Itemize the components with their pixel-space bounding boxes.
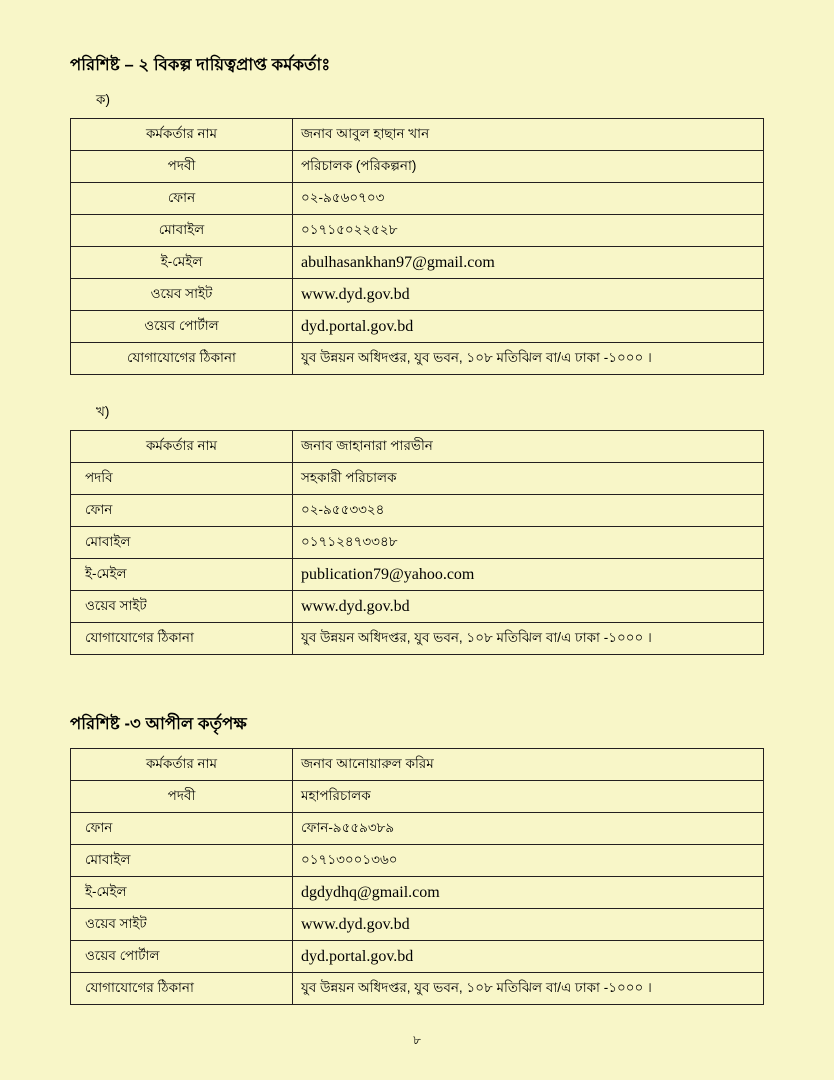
section-heading-appendix-3: পরিশিষ্ট -৩ আপীল কর্তৃপক্ষ [70, 715, 247, 733]
row-value: ০২-৯৫৬০৭০৩ [293, 183, 764, 215]
table-row [71, 591, 764, 623]
row-value: মহাপরিচালক [293, 781, 764, 813]
row-value: publication79@yahoo.com [293, 559, 764, 591]
row-value: ০১৭১৫০২২৫২৮ [293, 215, 764, 247]
row-label: কর্মকর্তার নাম [71, 749, 293, 781]
table-row [71, 151, 764, 183]
row-label: কর্মকর্তার নাম [71, 119, 293, 151]
table-row [71, 495, 764, 527]
table-row [71, 279, 764, 311]
table-row [71, 909, 764, 941]
row-label: পদবী [71, 781, 293, 813]
table-row [71, 623, 764, 655]
row-label: ই-মেইল [71, 247, 293, 279]
row-value: যুব উন্নয়ন অধিদপ্তর, যুব ভবন, ১০৮ মতিঝিল বা/এ ঢাকা -১০০০ । [293, 343, 764, 375]
section-spacer [70, 655, 764, 711]
table-row [71, 877, 764, 909]
row-label: মোবাইল [71, 845, 293, 877]
row-label: ওয়েব সাইট [71, 279, 293, 311]
contact-table-appeal-authority [70, 748, 764, 1005]
table-row [71, 431, 764, 463]
row-label: ফোন [71, 183, 293, 215]
row-value: জনাব জাহানারা পারভীন [293, 431, 764, 463]
row-label: ফোন [71, 813, 293, 845]
table-row [71, 311, 764, 343]
table-row [71, 973, 764, 1005]
contact-table-alternate-officer-b [70, 430, 764, 655]
row-value: ০১৭১৩০০১৩৬০ [293, 845, 764, 877]
row-value: জনাব আনোয়ারুল করিম [293, 749, 764, 781]
table-row [71, 845, 764, 877]
table-row [71, 119, 764, 151]
section-heading-appendix-2: পরিশিষ্ট – ২ বিকল্প দায়িত্বপ্রাপ্ত কর্মকর্তাঃ [70, 56, 331, 74]
contact-table-alternate-officer-a [70, 118, 764, 375]
row-value: ফোন-৯৫৫৯৩৮৯ [293, 813, 764, 845]
row-value: ০২-৯৫৫৩৩২৪ [293, 495, 764, 527]
page-number: ৮ [413, 1033, 421, 1047]
row-value: যুব উন্নয়ন অধিদপ্তর, যুব ভবন, ১০৮ মতিঝিল বা/এ ঢাকা -১০০০ । [293, 623, 764, 655]
row-label: মোবাইল [71, 215, 293, 247]
row-value: www.dyd.gov.bd [293, 279, 764, 311]
row-value: dyd.portal.gov.bd [293, 311, 764, 343]
row-value: সহকারী পরিচালক [293, 463, 764, 495]
table-row [71, 781, 764, 813]
row-value: abulhasankhan97@gmail.com [293, 247, 764, 279]
table-row [71, 749, 764, 781]
row-value: dyd.portal.gov.bd [293, 941, 764, 973]
table-row [71, 343, 764, 375]
table-row [71, 941, 764, 973]
sub-label-kha: খ) [96, 404, 110, 419]
row-value: পরিচালক (পরিকল্পনা) [293, 151, 764, 183]
row-label: পদবি [71, 463, 293, 495]
row-label: পদবী [71, 151, 293, 183]
row-label: ই-মেইল [71, 559, 293, 591]
row-label: কর্মকর্তার নাম [71, 431, 293, 463]
row-label: ওয়েব পোর্টাল [71, 311, 293, 343]
row-label: মোবাইল [71, 527, 293, 559]
row-label: যোগাযোগের ঠিকানা [71, 343, 293, 375]
row-value: জনাব আবুল হাছান খান [293, 119, 764, 151]
table-row [71, 183, 764, 215]
table-row [71, 559, 764, 591]
row-label: ওয়েব সাইট [71, 591, 293, 623]
row-value: যুব উন্নয়ন অধিদপ্তর, যুব ভবন, ১০৮ মতিঝিল বা/এ ঢাকা -১০০০ । [293, 973, 764, 1005]
row-value: ০১৭১২৪৭৩৩৪৮ [293, 527, 764, 559]
row-label: ওয়েব পোর্টাল [71, 941, 293, 973]
row-label: ওয়েব সাইট [71, 909, 293, 941]
row-label: যোগাযোগের ঠিকানা [71, 623, 293, 655]
section-spacer [70, 375, 764, 401]
row-value: www.dyd.gov.bd [293, 591, 764, 623]
row-label: ই-মেইল [71, 877, 293, 909]
row-value: www.dyd.gov.bd [293, 909, 764, 941]
row-label: যোগাযোগের ঠিকানা [71, 973, 293, 1005]
sub-label-ka: ক) [96, 92, 110, 107]
table-row [71, 215, 764, 247]
row-value: dgdydhq@gmail.com [293, 877, 764, 909]
table-row [71, 527, 764, 559]
table-row [71, 463, 764, 495]
row-label: ফোন [71, 495, 293, 527]
table-row [71, 247, 764, 279]
table-row [71, 813, 764, 845]
